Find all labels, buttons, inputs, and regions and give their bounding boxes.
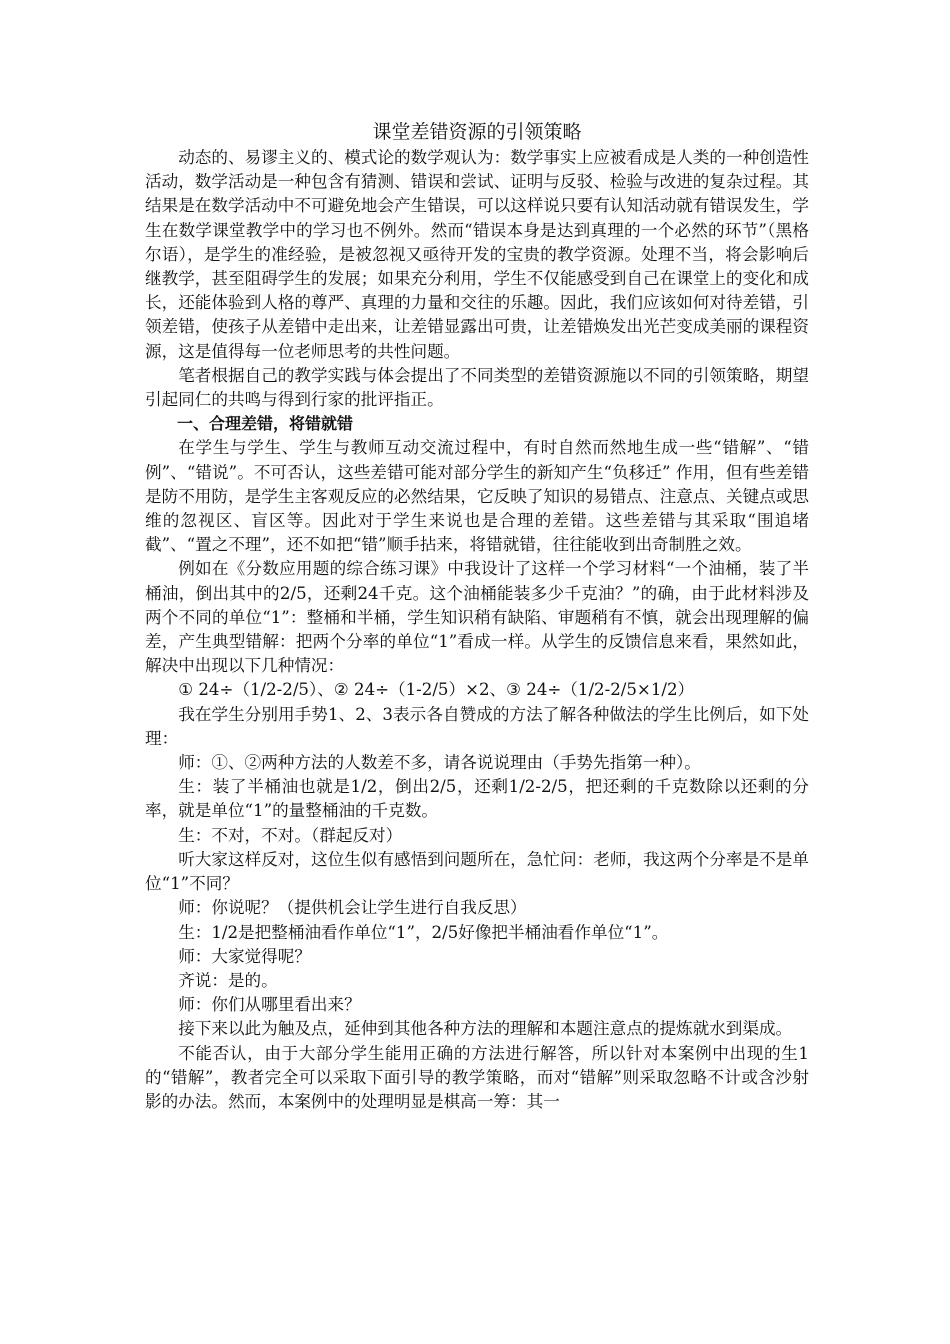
paragraph: 例如在《分数应用题的综合练习课》中我设计了这样一个学习材料“一个油桶，装了半桶油，倒出其中的2/5，还剩24千克。这个油桶能装多少千克油？”的确，由于此材料涉及两个不同的单位“1”：整桶和半桶，学生知识稍有缺陷、审题稍有不慎，就会出现理解的偏差，产生典型错解：把两个分率的单位“1”看成一样。从学生的反馈信息来看，果然如此，解决中出现以下几种情况：: [145, 559, 809, 676]
dialogue-line: 师：你说呢？（提供机会让学生进行自我反思）: [178, 898, 527, 918]
dialogue-line: 生：1/2是把整桶油看作单位“1”，2/5好像把半桶油看作单位“1”。: [178, 922, 669, 942]
paragraph-formulas: ① 24÷（1/2-2/5）、② 24÷（1-2/5）×2、③ 24÷（1/2-2/5×1/2）: [178, 680, 695, 700]
dialogue-line: 生：不对，不对。（群起反对）: [178, 825, 403, 845]
section-heading: 一、合理差错，将错就错: [177, 414, 354, 434]
dialogue-line: 师：大家觉得呢？: [178, 946, 311, 966]
paragraph: 动态的、易谬主义的、模式论的数学观认为：数学事实上应被看成是人类的一种创造性活动，数学活动是一种包含有猜测、错误和尝试、证明与反驳、检验与改进的复杂过程。其结果是在数学活动中不可避免地会产生错误，可以这样说只要有认知活动就有错误发生，学生在数学课堂教学中的学习也不例外。然而“错误本身是达到真理的一个必然的环节”（黑格尔语），是学生的准经验，是被忽视又亟待开发的宝贵的教学资源。处理不当，将会影响后继教学，甚至阻碍学生的发展；如果充分利用，学生不仅能感受到自己在课堂上的变化和成长，还能体验到人格的尊严、真理的力量和交往的乐趣。因此，我们应该如何对待差错，引领差错，使孩子从差错中走出来，让差错显露出可贵，让差错焕发出光芒变成美丽的课程资源，这是值得每一位老师思考的共性问题。: [145, 148, 809, 361]
paragraph: 在学生与学生、学生与教师互动交流过程中，有时自然而然地生成一些“错解”、“错例”、“错说”。不可否认，这些差错可能对部分学生的新知产生“负移迁” 作用，但有些差错是防不用防，是学生主客观反应的必然结果，它反映了知识的易错点、注意点、关键点或思维的忽视区、盲区等。因此对于学生来说也是合理的差错。这些差错与其采取“围追堵截”、“置之不理”，还不如把“错”顺手拈来，将错就错，往往能收到出奇制胜之效。: [145, 438, 809, 555]
paragraph: 我在学生分别用手势1、2、3表示各自赞成的方法了解各种做法的学生比例后，如下处理：: [145, 704, 809, 748]
dialogue-line: 师：①、②两种方法的人数差不多，请各说说理由（手势先指第一种）。: [178, 753, 701, 773]
dialogue-line: 听大家这样反对，这位生似有感悟到问题所在，急忙问：老师，我这两个分率是不是单位“1”不同？: [145, 849, 809, 894]
dialogue-line: 齐说：是的。: [178, 970, 278, 990]
dialogue-line: 生：装了半桶油也就是1/2，倒出2/5，还剩1/2-2/5，把还剩的千克数除以还剩的分率，就是单位“1”的量整桶油的千克数。: [145, 777, 809, 821]
document-title: 课堂差错资源的引领策略: [372, 121, 582, 143]
paragraph: 接下来以此为触及点，延伸到其他各种方法的理解和本题注意点的提炼就水到渠成。: [178, 1019, 793, 1039]
document-page: [145, 118, 809, 1114]
paragraph: 不能否认，由于大部分学生能用正确的方法进行解答，所以针对本案例中出现的生1的“错解”，教者完全可以采取下面引导的教学策略，而对“错解”则采取忽略不计或含沙射影的办法。然而，本案例中的处理明显是棋高一筹：其一: [145, 1043, 809, 1111]
paragraph: 笔者根据自己的教学实践与体会提出了不同类型的差错资源施以不同的引领策略，期望引起同仁的共鸣与得到行家的批评指正。: [145, 365, 809, 410]
dialogue-line: 师：你们从哪里看出来？: [178, 995, 361, 1015]
